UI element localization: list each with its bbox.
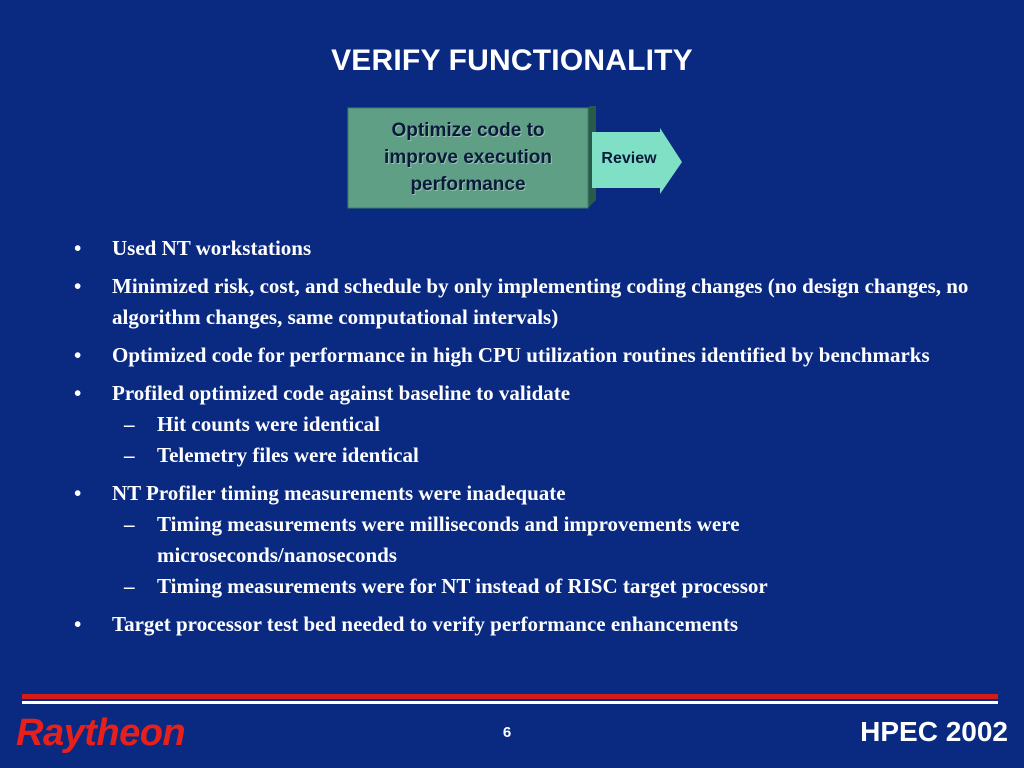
sub-bullet-text: Timing measurements were milliseconds and improvements were microseconds/nanoseconds <box>157 512 740 567</box>
sub-bullet-text: Timing measurements were for NT instead of RISC target processor <box>157 574 768 598</box>
process-box-label: Optimize code to improve execution performance <box>384 119 552 195</box>
sub-bullet-marker: – <box>124 574 135 598</box>
raytheon-logo: Raytheon <box>16 712 186 754</box>
bullet-marker: • <box>74 481 82 505</box>
sub-bullet-marker: – <box>124 512 135 536</box>
bullet-text: Optimized code for performance in high CPU utilization routines identified by benchmarks <box>112 343 930 367</box>
bullet-item <box>72 478 972 602</box>
footer-red-rule <box>22 694 998 699</box>
footer-white-rule <box>22 701 998 704</box>
bullet-marker: • <box>74 274 82 298</box>
review-arrow-label: Review <box>601 150 657 167</box>
bullet-item <box>72 233 972 264</box>
slide-title: VERIFY FUNCTIONALITY <box>331 44 693 77</box>
bullet-marker: • <box>74 236 82 260</box>
sub-bullet-item <box>112 571 972 602</box>
sub-bullet-text: Telemetry files were identical <box>157 443 419 467</box>
sub-bullet-item <box>112 409 972 440</box>
process-flow-diagram <box>346 106 686 214</box>
sub-bullet-text: Hit counts were identical <box>157 412 381 436</box>
bullet-marker: • <box>74 612 82 636</box>
bullet-item <box>72 340 972 371</box>
bullet-text: NT Profiler timing measurements were inadequate <box>112 481 566 505</box>
sub-bullet-marker: – <box>124 443 135 467</box>
bullet-item <box>72 378 972 471</box>
bullet-text: Target processor test bed needed to verify performance enhancements <box>112 612 738 636</box>
bullet-text: Profiled optimized code against baseline to validate <box>112 381 571 405</box>
bullet-text: Used NT workstations <box>112 236 312 260</box>
sub-bullet-item <box>112 509 972 571</box>
bullet-item <box>72 609 972 640</box>
page-number: 6 <box>502 724 512 741</box>
bullet-marker: • <box>74 343 82 367</box>
bullet-text: Minimized risk, cost, and schedule by only implementing coding changes (no design changes, no algorithm changes, same computational intervals) <box>112 274 969 329</box>
sub-bullet-marker: – <box>124 412 135 436</box>
bullet-list <box>72 233 972 647</box>
bullet-item <box>72 271 972 333</box>
conference-label: HPEC 2002 <box>860 716 1008 747</box>
bullet-marker: • <box>74 381 82 405</box>
sub-bullet-item <box>112 440 972 471</box>
